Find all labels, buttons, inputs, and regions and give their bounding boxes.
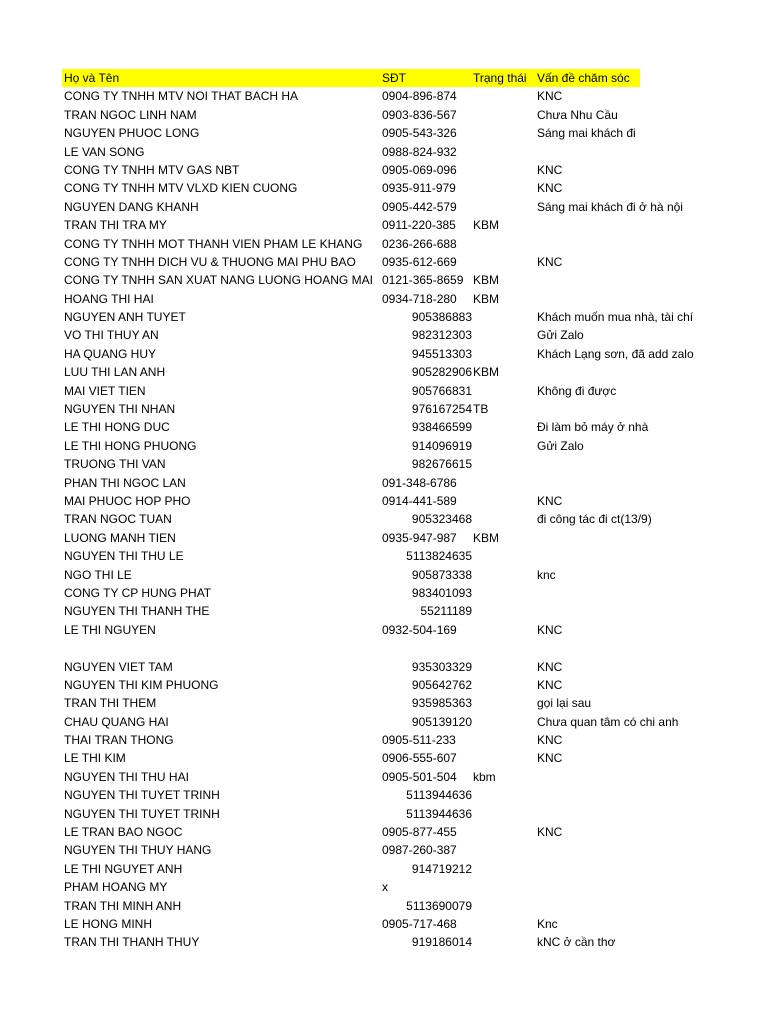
cell-name: NGO THI LE	[64, 567, 132, 582]
cell-issue: KNC	[537, 825, 563, 840]
cell-name: HOANG THI HAI	[64, 291, 154, 306]
cell-status	[473, 87, 535, 105]
cell-name: NGUYEN THI TUYET TRINH	[64, 806, 220, 821]
table-row	[62, 602, 662, 620]
cell-status	[473, 584, 535, 602]
cell-name: LE THI NGUYET ANH	[64, 861, 183, 876]
cell-name: TRAN THI MINH ANH	[64, 898, 182, 913]
cell-status	[473, 198, 535, 216]
cell-phone: 905873338	[411, 567, 472, 582]
table-row	[62, 235, 662, 253]
cell-name: TRAN THI THANH THUY	[64, 935, 200, 950]
cell-phone: 905766831	[411, 383, 472, 398]
table-row	[62, 621, 662, 639]
table-row	[62, 161, 662, 179]
cell-issue: KNC	[537, 89, 563, 104]
cell-status	[473, 124, 535, 142]
table-row	[62, 271, 662, 289]
cell-phone: 0935-947-987	[382, 530, 457, 545]
cell-name: LE THI HONG DUC	[64, 420, 170, 435]
cell-phone: x	[382, 880, 388, 895]
cell-phone: 983401093	[411, 585, 472, 600]
cell-phone: 0911-220-385	[382, 218, 456, 233]
cell-status	[473, 639, 535, 657]
cell-phone: 0935-911-979	[382, 181, 456, 196]
table-row	[62, 933, 662, 951]
header-name: Họ và Tên	[64, 71, 120, 85]
cell-phone: 982676615	[411, 457, 472, 472]
table-row	[62, 823, 662, 841]
cell-phone: 091-348-6786	[382, 475, 457, 490]
cell-status	[473, 602, 535, 620]
cell-issue	[537, 271, 717, 289]
cell-status	[473, 547, 535, 565]
cell-issue	[537, 602, 717, 620]
header-row	[62, 69, 640, 87]
cell-issue: Chưa Nhu Cầu	[537, 107, 618, 122]
cell-issue: Knc	[537, 916, 558, 931]
cell-name: TRAN NGOC LINH NAM	[64, 107, 197, 122]
table-row	[62, 363, 662, 381]
cell-phone	[382, 639, 472, 657]
table-row	[62, 566, 662, 584]
cell-status	[473, 455, 535, 473]
table-row	[62, 694, 662, 712]
cell-status	[473, 749, 535, 767]
cell-phone: 914096919	[411, 438, 472, 453]
table-row	[62, 474, 662, 492]
table-row	[62, 179, 662, 197]
table-row	[62, 216, 662, 234]
cell-status	[473, 658, 535, 676]
cell-name: CONG TY TNHH DICH VU & THUONG MAI PHU BAO	[64, 254, 356, 269]
table-row	[62, 437, 662, 455]
cell-name: CHAU QUANG HAI	[64, 714, 169, 729]
cell-issue	[537, 805, 717, 823]
table-row	[62, 713, 679, 731]
cell-name: NGUYEN THI KIM PHUONG	[64, 677, 219, 692]
cell-issue	[537, 639, 717, 657]
cell-name: PHAM HOANG MY	[64, 880, 168, 895]
table-row	[62, 345, 694, 363]
cell-status: KBM	[473, 291, 500, 306]
cell-status	[473, 474, 535, 492]
cell-issue: knc	[537, 567, 556, 582]
table-row	[62, 860, 662, 878]
table-row	[62, 639, 662, 657]
cell-status	[473, 345, 535, 363]
table-row	[62, 584, 662, 602]
cell-issue	[537, 547, 717, 565]
cell-phone: 0236-266-688	[382, 236, 457, 251]
cell-status	[473, 676, 535, 694]
table-row	[62, 786, 662, 804]
cell-status	[473, 235, 535, 253]
cell-status	[473, 326, 535, 344]
cell-phone: 0987-260-387	[382, 843, 457, 858]
header-phone: SĐT	[382, 71, 406, 85]
cell-issue: KNC	[537, 733, 563, 748]
table-row	[62, 106, 662, 124]
cell-name: NGUYEN THI TUYET TRINH	[64, 788, 220, 803]
cell-issue	[537, 529, 717, 547]
table-row	[62, 547, 662, 565]
table-row	[62, 308, 694, 326]
cell-issue: KNC	[537, 181, 563, 196]
cell-phone: 938466599	[411, 420, 472, 435]
cell-status: KBM	[473, 365, 500, 380]
cell-status	[473, 418, 535, 436]
cell-issue: KNC	[537, 622, 563, 637]
table-row	[62, 841, 662, 859]
cell-name: LE THI KIM	[64, 751, 126, 766]
table-row	[62, 492, 662, 510]
cell-phone: 0934-718-280	[382, 291, 457, 306]
cell-status	[473, 308, 535, 326]
cell-issue	[537, 584, 717, 602]
cell-status: KBM	[473, 530, 500, 545]
cell-issue	[537, 786, 717, 804]
cell-issue: Khách muốn mua nhà, tài chí	[537, 310, 694, 325]
cell-phone: 0905-511-233	[382, 733, 456, 748]
cell-issue: KNC	[537, 659, 563, 674]
cell-name: LUONG MANH TIEN	[64, 530, 176, 545]
table-row	[62, 749, 662, 767]
cell-issue	[537, 455, 717, 473]
table-row	[62, 878, 662, 896]
cell-issue: đi công tác đi ct(13/9)	[537, 512, 652, 527]
cell-status: KBM	[473, 273, 500, 288]
cell-status	[473, 878, 535, 896]
cell-phone: 5113944636	[406, 788, 472, 803]
table-row	[62, 768, 662, 786]
cell-name: MAI VIET TIEN	[64, 383, 146, 398]
cell-phone: 905323468	[411, 512, 472, 527]
cell-status	[473, 731, 535, 749]
cell-issue: KNC	[537, 677, 563, 692]
cell-name: TRAN THI THEM	[64, 696, 157, 711]
cell-phone: 0905-543-326	[382, 126, 457, 141]
table-body	[62, 87, 694, 951]
cell-issue	[537, 235, 717, 253]
cell-issue: Gửi Zalo	[537, 438, 584, 453]
cell-status	[473, 143, 535, 161]
cell-name: CONG TY TNHH MTV NOI THAT BACH HA	[64, 89, 299, 104]
cell-name: LE THI NGUYEN	[64, 622, 156, 637]
cell-phone: 0903-836-567	[382, 107, 457, 122]
cell-status	[473, 437, 535, 455]
cell-issue: Sáng mai khách đi	[537, 126, 636, 141]
cell-name: MAI PHUOC HOP PHO	[64, 493, 191, 508]
cell-status	[473, 713, 535, 731]
table-row	[62, 805, 662, 823]
cell-name: NGUYEN THI THU HAI	[64, 769, 189, 784]
cell-phone: 0914-441-589	[382, 493, 457, 508]
cell-phone: 5113944636	[406, 806, 472, 821]
cell-status	[473, 492, 535, 510]
cell-status	[473, 510, 535, 528]
table-row	[62, 400, 662, 418]
cell-phone: 0121-365-8659	[382, 273, 464, 288]
cell-phone: 935303329	[411, 659, 472, 674]
cell-issue: KNC	[537, 751, 563, 766]
cell-name: LE HONG MINH	[64, 916, 153, 931]
cell-issue	[537, 878, 717, 896]
cell-name: PHAN THI NGOC LAN	[64, 475, 186, 490]
cell-status	[473, 933, 535, 951]
cell-phone: 914719212	[411, 861, 472, 876]
header-status: Trạng thái	[473, 71, 527, 85]
table-row	[62, 897, 662, 915]
cell-name	[64, 639, 380, 657]
cell-issue	[537, 768, 717, 786]
cell-issue: KNC	[537, 493, 563, 508]
cell-phone: 0905-501-504	[382, 769, 457, 784]
cell-issue	[537, 400, 717, 418]
cell-phone: 0935-612-669	[382, 254, 457, 269]
cell-name: LE VAN SONG	[64, 144, 145, 159]
cell-name: CONG TY TNHH MTV VLXD KIEN CUONG	[64, 181, 298, 196]
cell-name: LE TRAN BAO NGOC	[64, 825, 183, 840]
table-row	[62, 290, 662, 308]
table-row	[62, 253, 662, 271]
cell-issue	[537, 363, 717, 381]
cell-issue: Chưa quan tâm có chi anh	[537, 714, 679, 729]
cell-issue	[537, 860, 717, 878]
cell-phone: 976167254	[411, 402, 472, 417]
cell-issue: Không đi được	[537, 383, 617, 398]
cell-name: CONG TY TNHH MTV GAS NBT	[64, 162, 240, 177]
cell-phone: 982312303	[411, 328, 472, 343]
table-row	[62, 87, 662, 105]
table-row	[62, 510, 662, 528]
cell-status	[473, 179, 535, 197]
cell-phone: 0906-555-607	[382, 751, 457, 766]
cell-name: TRAN THI TRA MY	[64, 218, 167, 233]
cell-phone: 919186014	[411, 935, 472, 950]
cell-issue: Sáng mai khách đi ở hà nội	[537, 199, 683, 214]
table-row	[62, 382, 662, 400]
cell-issue	[537, 841, 717, 859]
table-row	[62, 529, 662, 547]
cell-status	[473, 382, 535, 400]
cell-issue	[537, 474, 717, 492]
header-issue: Vấn đề chăm sóc	[537, 71, 630, 85]
table-row	[62, 455, 662, 473]
table-row	[62, 124, 662, 142]
cell-phone: 5113690079	[406, 898, 472, 913]
cell-status	[473, 897, 535, 915]
cell-phone: 905386883	[411, 310, 472, 325]
table-row	[62, 731, 662, 749]
cell-phone: 0905-877-455	[382, 825, 457, 840]
cell-name: VO THI THUY AN	[64, 328, 159, 343]
cell-status	[473, 786, 535, 804]
table-row	[62, 915, 662, 933]
cell-issue	[537, 216, 717, 234]
cell-phone: 0905-069-096	[382, 162, 457, 177]
cell-phone: 905282906	[411, 365, 472, 380]
cell-status	[473, 566, 535, 584]
cell-issue: KNC	[537, 162, 563, 177]
cell-issue: kNC ở cần thơ	[537, 935, 616, 950]
cell-status	[473, 860, 535, 878]
cell-name: NGUYEN VIET TAM	[64, 659, 173, 674]
cell-status: kbm	[473, 769, 496, 784]
cell-name: LUU THI LAN ANH	[64, 365, 166, 380]
cell-status	[473, 694, 535, 712]
cell-issue: Đi làm bỏ máy ở nhà	[537, 420, 649, 435]
cell-name: NGUYEN ANH TUYET	[64, 310, 186, 325]
cell-name: LE THI HONG PHUONG	[64, 438, 197, 453]
cell-status	[473, 805, 535, 823]
cell-name: NGUYEN THI NHAN	[64, 402, 176, 417]
cell-status	[473, 253, 535, 271]
cell-issue: Gửi Zalo	[537, 328, 584, 343]
cell-name: CONG TY CP HUNG PHAT	[64, 585, 212, 600]
cell-name: NGUYEN THI THU LE	[64, 549, 184, 564]
cell-phone: 935985363	[411, 696, 472, 711]
cell-status	[473, 621, 535, 639]
cell-phone: 0905-717-468	[382, 916, 457, 931]
cell-name: NGUYEN PHUOC LONG	[64, 126, 200, 141]
table-row	[62, 658, 662, 676]
cell-status	[473, 915, 535, 933]
cell-issue	[537, 143, 717, 161]
table-row	[62, 418, 662, 436]
cell-issue	[537, 897, 717, 915]
cell-name: TRAN NGOC TUAN	[64, 512, 172, 527]
cell-phone: 55211189	[420, 604, 472, 619]
cell-issue	[537, 290, 717, 308]
cell-status	[473, 823, 535, 841]
cell-phone: 5113824635	[406, 549, 472, 564]
cell-name: HA QUANG HUY	[64, 346, 157, 361]
cell-name: NGUYEN THI THUY HANG	[64, 843, 212, 858]
cell-status	[473, 106, 535, 124]
customer-sheet	[62, 69, 694, 952]
cell-status	[473, 841, 535, 859]
cell-phone: 905139120	[411, 714, 472, 729]
cell-status: KBM	[473, 218, 500, 233]
cell-phone: 0932-504-169	[382, 622, 457, 637]
table-row	[62, 326, 662, 344]
cell-name: THAI TRAN THONG	[64, 733, 174, 748]
cell-phone: 0905-442-579	[382, 199, 457, 214]
table-row	[62, 143, 662, 161]
cell-name: CONG TY TNHH MOT THANH VIEN PHAM LE KHANG	[64, 236, 363, 251]
cell-name: TRUONG THI VAN	[64, 457, 166, 472]
cell-phone: 905642762	[411, 677, 472, 692]
cell-phone: 0988-824-932	[382, 144, 457, 159]
cell-issue: Khách Lạng sơn, đã add zalo	[537, 346, 694, 361]
cell-phone: 0904-896-874	[382, 89, 457, 104]
cell-issue: KNC	[537, 254, 563, 269]
cell-issue: gọi lại sau	[537, 696, 592, 711]
table-row	[62, 198, 683, 216]
cell-name: NGUYEN THI THANH THE	[64, 604, 210, 619]
cell-status	[473, 161, 535, 179]
table-row	[62, 676, 662, 694]
cell-phone: 945513303	[411, 346, 472, 361]
cell-name: NGUYEN DANG KHANH	[64, 199, 199, 214]
cell-status: TB	[473, 402, 489, 417]
cell-name: CONG TY TNHH SAN XUAT NANG LUONG HOANG MAI	[64, 273, 373, 288]
